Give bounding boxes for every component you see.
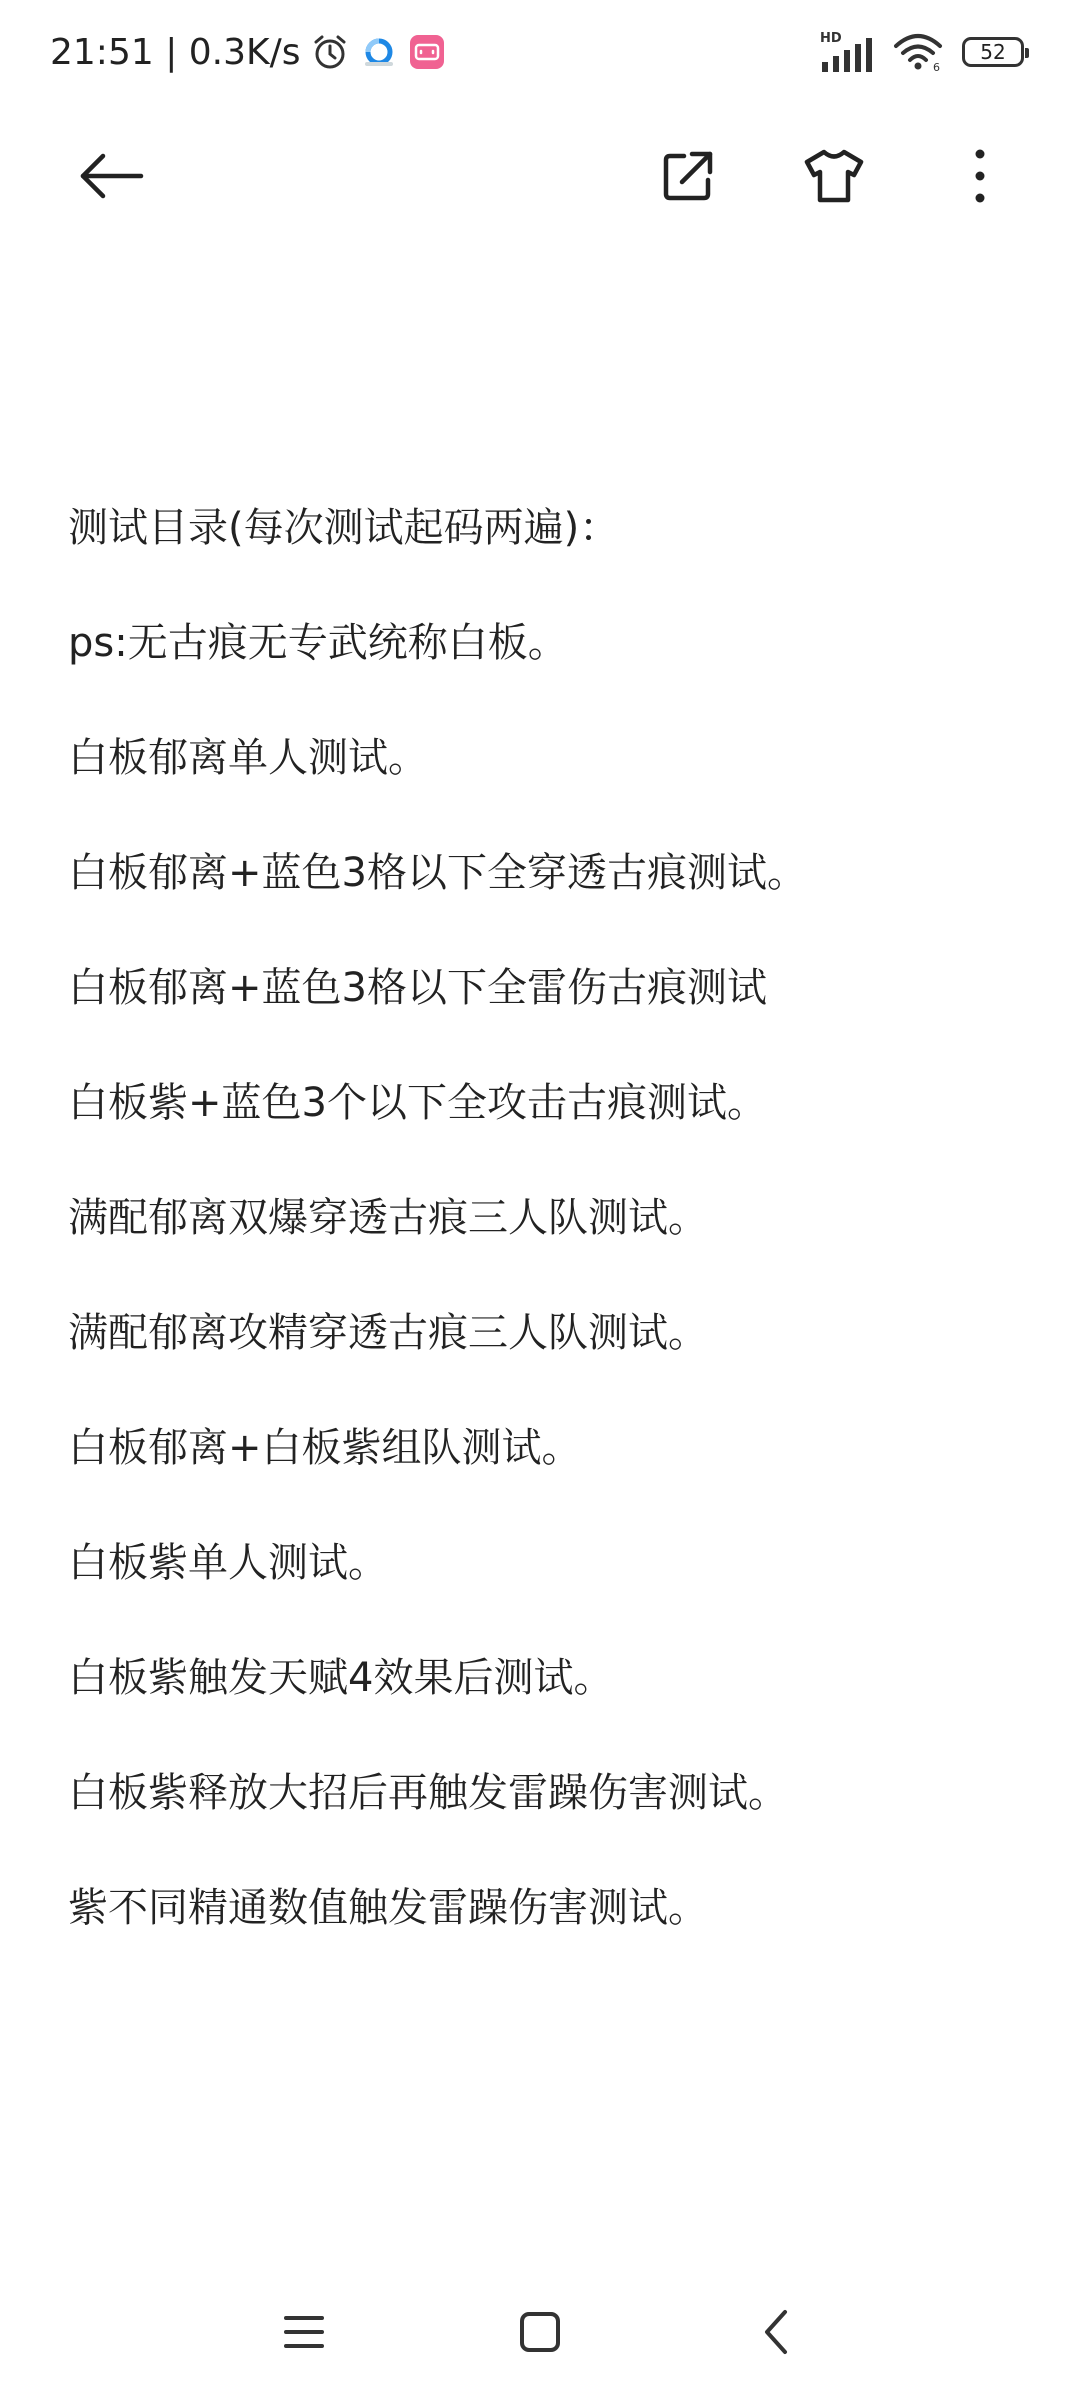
theme-button[interactable] <box>798 140 870 212</box>
more-vert-icon <box>970 148 990 204</box>
svg-text:6: 6 <box>933 61 940 72</box>
note-line: 白板紫释放大招后再触发雷躁伤害测试。 <box>68 1770 788 1816</box>
status-bar <box>0 0 1080 104</box>
note-line: 紫不同精通数值触发雷躁伤害测试。 <box>68 1885 708 1931</box>
share-button[interactable] <box>652 140 724 212</box>
note-line: 白板郁离单人测试。 <box>68 735 428 781</box>
status-left <box>50 22 445 82</box>
status-time: 21:51 | 0.3K/s <box>50 31 301 73</box>
note-toolbar <box>0 120 1080 230</box>
note-line: 白板紫触发天赋4效果后测试。 <box>68 1655 614 1701</box>
note-line: 白板郁离+蓝色3格以下全雷伤古痕测试 <box>68 965 767 1011</box>
back-chevron-icon <box>761 2308 791 2356</box>
note-body[interactable] <box>68 500 1028 1995</box>
back-button[interactable] <box>76 140 148 212</box>
wifi-icon <box>892 32 944 72</box>
alarm-icon <box>311 33 349 71</box>
system-nav-bar <box>0 2270 1080 2400</box>
note-line: 满配郁离攻精穿透古痕三人队测试。 <box>68 1310 708 1356</box>
home-button[interactable] <box>500 2300 580 2364</box>
theme-shirt-icon <box>803 148 865 204</box>
note-line: 测试目录(每次测试起码两遍)： <box>68 505 620 551</box>
status-right <box>820 26 1024 78</box>
signal-icon <box>820 30 874 74</box>
note-line: 满配郁离双爆穿透古痕三人队测试。 <box>68 1195 708 1241</box>
recents-button[interactable] <box>264 2300 344 2364</box>
home-square-icon <box>518 2310 562 2354</box>
note-line: 白板紫单人测试。 <box>68 1540 388 1586</box>
menu-icon <box>282 2312 326 2352</box>
bilibili-app-icon <box>409 34 445 70</box>
battery-level: 52 <box>980 40 1006 64</box>
back-arrow-icon <box>77 151 147 201</box>
note-line: 白板紫+蓝色3个以下全攻击古痕测试。 <box>68 1080 767 1126</box>
more-options-button[interactable] <box>944 140 1016 212</box>
battery-icon <box>962 37 1024 67</box>
share-external-icon <box>660 148 716 204</box>
network-badge: HD <box>820 31 842 46</box>
browser-app-icon <box>359 32 399 72</box>
system-back-button[interactable] <box>736 2300 816 2364</box>
note-line: ps:无古痕无专武统称白板。 <box>68 620 568 666</box>
note-line: 白板郁离+白板紫组队测试。 <box>68 1425 582 1471</box>
note-line: 白板郁离+蓝色3格以下全穿透古痕测试。 <box>68 850 807 896</box>
